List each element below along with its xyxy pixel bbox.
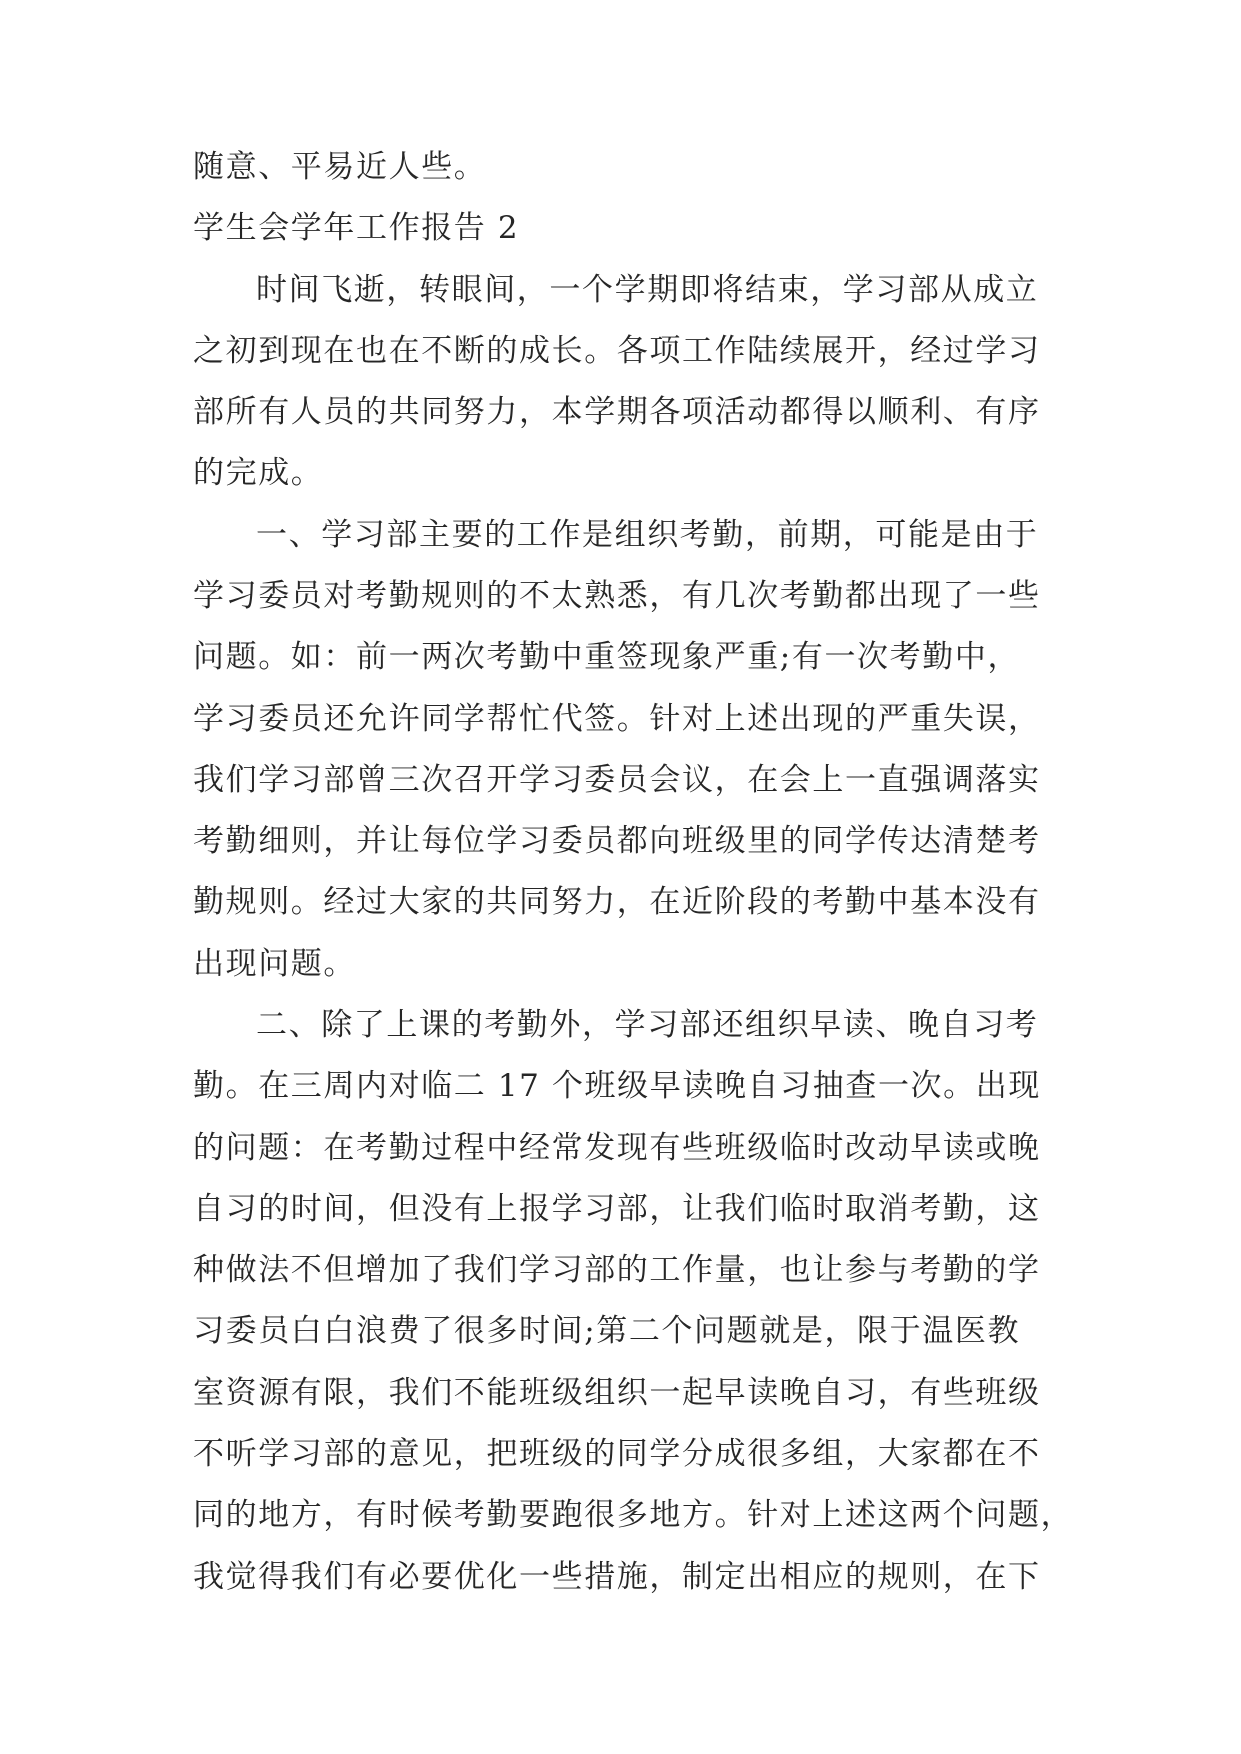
paragraph-1-line: 之初到现在也在不断的成长。各项工作陆续展开，经过学习 [193, 333, 1041, 369]
paragraph-1-line: 部所有人员的共同努力，本学期各项活动都得以顺利、有序 [193, 394, 1041, 430]
paragraph-2-line: 勤规则。经过大家的共同努力，在近阶段的考勤中基本没有 [193, 884, 1041, 920]
paragraph-2-line: 我们学习部曾三次召开学习委员会议，在会上一直强调落实 [193, 762, 1041, 798]
text-line: 随意、平易近人些。 [193, 149, 487, 185]
paragraph-2-line: 一、学习部主要的工作是组织考勤，前期，可能是由于 [256, 517, 1039, 553]
paragraph-3-line: 种做法不但增加了我们学习部的工作量，也让参与考勤的学 [193, 1252, 1041, 1288]
paragraph-3-line: 的问题：在考勤过程中经常发现有些班级临时改动早读或晚 [193, 1130, 1041, 1166]
paragraph-3-line: 习委员白白浪费了很多时间;第二个问题就是，限于温医教 [193, 1313, 1021, 1349]
paragraph-3-line: 同的地方，有时候考勤要跑很多地方。针对上述这两个问题， [193, 1497, 1074, 1533]
paragraph-1-line: 的完成。 [193, 455, 324, 491]
paragraph-1-line: 时间飞逝，转眼间，一个学期即将结束，学习部从成立 [256, 272, 1039, 308]
paragraph-3-line: 勤。在三周内对临二 17 个班级早读晚自习抽查一次。出现 [193, 1068, 1041, 1104]
paragraph-3-line: 我觉得我们有必要优化一些措施，制定出相应的规则，在下 [193, 1559, 1041, 1595]
paragraph-3-line: 室资源有限，我们不能班级组织一起早读晚自习，有些班级 [193, 1375, 1041, 1411]
paragraph-2-line: 问题。如：前一两次考勤中重签现象严重;有一次考勤中， [193, 639, 1021, 675]
paragraph-2-line: 学习委员对考勤规则的不太熟悉，有几次考勤都出现了一些 [193, 578, 1041, 614]
paragraph-2-line: 考勤细则，并让每位学习委员都向班级里的同学传达清楚考 [193, 823, 1041, 859]
paragraph-2-line: 出现问题。 [193, 946, 356, 982]
paragraph-3-line: 二、除了上课的考勤外，学习部还组织早读、晚自习考 [256, 1007, 1039, 1043]
section-title: 学生会学年工作报告 2 [193, 210, 520, 246]
paragraph-2-line: 学习委员还允许同学帮忙代签。针对上述出现的严重失误， [193, 701, 1041, 737]
paragraph-3-line: 不听学习部的意见，把班级的同学分成很多组，大家都在不 [193, 1436, 1041, 1472]
paragraph-3-line: 自习的时间，但没有上报学习部，让我们临时取消考勤，这 [193, 1191, 1041, 1227]
